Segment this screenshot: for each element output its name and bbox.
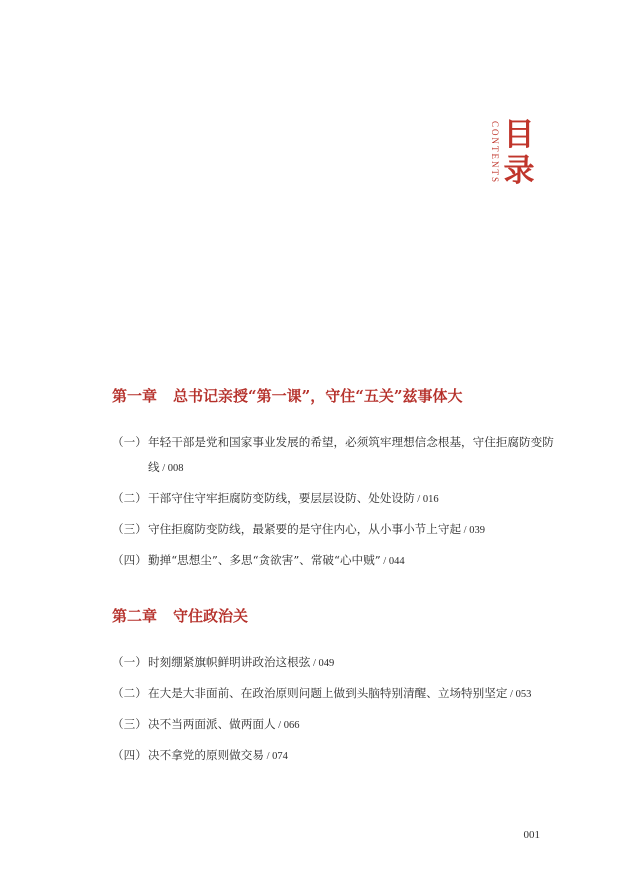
entry-text: 决不拿党的原则做交易 (148, 748, 264, 762)
entry-index: （一） (112, 435, 147, 449)
entry-index: （二） (112, 686, 147, 700)
entry-text: 在大是大非面前、在政治原则问题上做到头脑特别清醒、立场特别坚定 (148, 686, 508, 700)
toc-entry[interactable] (112, 486, 562, 512)
chapter-number: 第二章 (112, 607, 158, 625)
chapter-1 (112, 386, 562, 579)
toc-entry[interactable] (112, 430, 562, 481)
entry-text: 决不当两面派、做两面人 (148, 717, 276, 731)
entry-page: / 044 (380, 556, 405, 567)
page-number: 001 (523, 829, 540, 841)
entry-page: / 008 (159, 463, 184, 474)
chapter-title: 总书记亲授“第一课”，守住“五关”兹事体大 (173, 387, 463, 405)
toc-title: 目录 (503, 117, 535, 189)
toc-header (490, 117, 550, 197)
entry-text: 年轻干部是党和国家事业发展的希望，必须筑牢理想信念根基，守住拒腐防变防线 (148, 435, 554, 474)
toc-entry[interactable] (112, 681, 562, 707)
entry-page: / 066 (275, 720, 300, 731)
contents-subtitle: CONTENTS (490, 121, 500, 184)
entry-index: （三） (112, 522, 147, 536)
entry-page: / 074 (263, 751, 288, 762)
toc-entry[interactable] (112, 712, 562, 738)
chapter-2 (112, 606, 562, 774)
entry-page: / 016 (414, 494, 439, 505)
entry-page: / 039 (461, 525, 485, 536)
entry-text: 干部守住守牢拒腐防变防线，要层层设防、处处设防 (148, 491, 415, 505)
entry-page: / 053 (507, 689, 532, 700)
chapter-title: 守住政治关 (173, 607, 249, 625)
entry-text: 守住拒腐防变防线，最紧要的是守住内心，从小事小节上守起 (148, 522, 462, 536)
entry-text: 时刻绷紧旗帜鲜明讲政治这根弦 (148, 655, 311, 669)
entry-index: （三） (112, 717, 147, 731)
toc-entry[interactable] (112, 650, 562, 676)
toc-entry[interactable] (112, 517, 562, 543)
chapter-heading[interactable] (112, 606, 562, 626)
entry-text: 勤掸“思想尘”、多思“贪欲害”、常破“心中贼” (148, 553, 381, 567)
entry-index: （二） (112, 491, 147, 505)
entry-page: / 049 (310, 658, 335, 669)
entry-index: （一） (112, 655, 147, 669)
chapter-heading[interactable] (112, 386, 562, 406)
entry-index: （四） (112, 553, 147, 567)
toc-entry[interactable] (112, 743, 562, 769)
toc-entry[interactable] (112, 548, 562, 574)
entry-index: （四） (112, 748, 147, 762)
chapter-number: 第一章 (112, 387, 158, 405)
